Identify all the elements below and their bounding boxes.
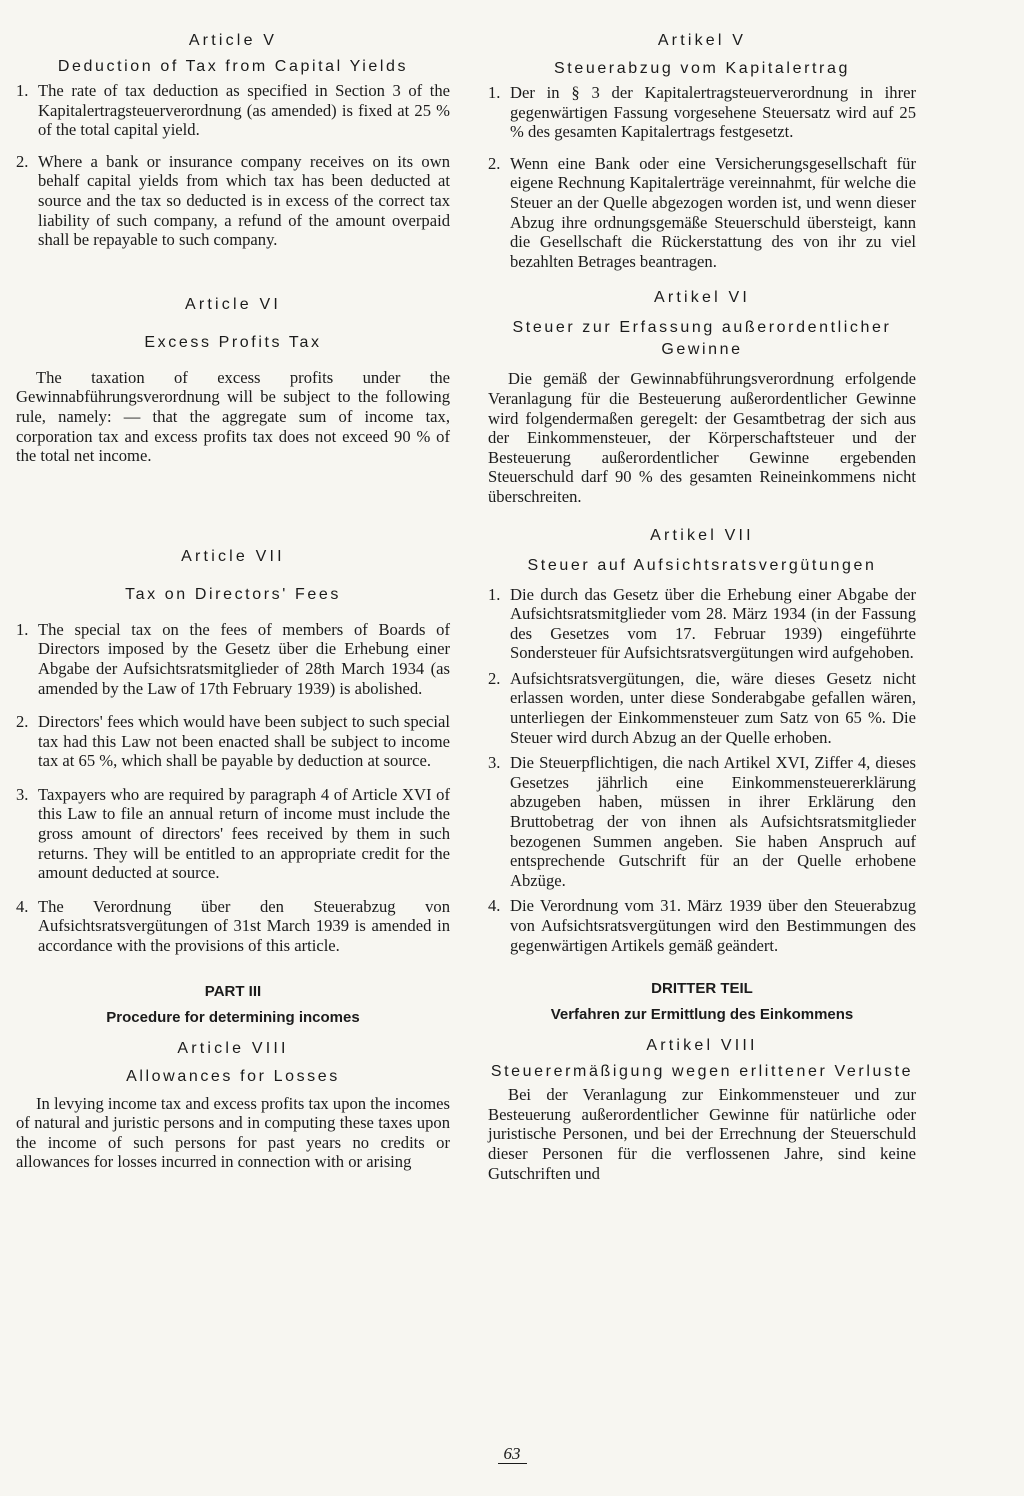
page-number: 63 xyxy=(0,1444,1024,1464)
list-item: 1. Der in § 3 der Kapitalertragsteuerverordnung in ihrer gegenwärtigen Fassung vorgesehene Steuersatz wird auf 25 % des gesamten Kapitalertrags festgesetzt. xyxy=(488,83,916,142)
list-item: 1. The rate of tax deduction as specified in Section 3 of the Kapitalertragsteuerverordnung (as amended) is fixed at 25 % of the total capital yield. xyxy=(16,81,450,140)
list-item: 4. The Verordnung über den Steuerabzug von Aufsichtsratsvergütungen of 31st March 1939 is amended in accordance with the provisions of this article. xyxy=(16,896,450,956)
article-v-heading: Deduction of Tax from Capital Yields xyxy=(57,58,409,75)
list-item: 2. Where a bank or insurance company receives on its own behalf capital yields from which tax has been deducted at source and the tax so deducted is in excess of the correct tax liability of such company, a refund of the amount overpaid shall be repayable to such company. xyxy=(16,151,450,250)
article-viii-title: Article VIII xyxy=(177,1039,289,1057)
list-item: 2. Aufsichtsratsvergütungen, die, wäre dieses Gesetz nicht erlassen worden, unter diese Sonderabgabe gefallen wären, unterliegen der Einkommensteuer zum Satz von 65 %. Die Steuer wird durch Abzug an der Quelle erhoben. xyxy=(488,668,916,747)
artikel-vii-heading: Steuer auf Aufsichtsratsvergütungen xyxy=(527,556,877,574)
list-item: 1. The special tax on the fees of members of Boards of Directors imposed by the Gesetz über die Erhebung einer Abgabe der Aufsichtsratsmitglieder of 28th March 1934 (as amended by the Law of 17th February 1939) is abolished. xyxy=(16,619,450,698)
artikel-v-heading: Steuerabzug vom Kapitalertrag xyxy=(554,60,850,77)
article-vi-title: Article VI xyxy=(184,295,281,313)
artikel-v-title: Artikel V xyxy=(657,32,747,49)
article-v-title: Article V xyxy=(188,32,278,49)
list-item: 2. Directors' fees which would have been subject to such special tax had this Law not been enacted shall be subject to income tax at 65 %, which shall be payable by deduction at source. xyxy=(16,712,450,771)
artikel-viii-text: Bei der Veranlagung zur Einkommensteuer und zur Besteuerung außerordentlicher Gewinne für natürliche oder juristische Personen, und bei der Errechnung der Steuerschuld dieser Personen für die verflossenen Jahre, sind keine Gutschriften und xyxy=(488,1085,916,1183)
artikel-viii-heading: Steuerermäßigung wegen erlittener Verluste xyxy=(490,1063,914,1081)
artikel-vi-text: Die gemäß der Gewinnabführungsverordnung erfolgende Veranlagung für die Besteuerung außerordentlicher Gewinne wird folgendermaßen geregelt: der Gesamtbetrag der sich aus der Einkommensteuer, der Körperschaftsteuer und der Besteuerung außerordentlicher Gewinne ergebenden Steuerschuld darf 90 % des gesamten Reineinkommens nicht überschreiten. xyxy=(488,369,916,506)
dritter-teil-heading: Verfahren zur Ermittlung des Einkommens xyxy=(550,1006,854,1024)
part-iii-title: PART III xyxy=(204,982,262,1000)
article-vii-heading: Tax on Directors' Fees xyxy=(125,585,341,603)
artikel-vi-heading: Steuer zur Erfassung außerordentlicher Gewinne xyxy=(512,319,892,359)
part-iii-heading: Procedure for determining incomes xyxy=(106,1008,360,1026)
list-item: 3. Taxpayers who are required by paragraph 4 of Article XVI of this Law to file an annual return of income must include the gross amount of directors' fees received by them in such returns. They will be entitled to an appropriate credit for the amount deducted at source. xyxy=(16,784,450,883)
list-item: 3. Die Steuerpflichtigen, die nach Artikel XVI, Ziffer 4, dieses Gesetzes jährlich eine Einkommensteuererklärung abzugeben haben, müssen in ihrer Erklärung den Bruttobetrag der von ihnen als Aufsichtsratsmitglieder bezogenen Summen angeben. Sie haben Anspruch auf entsprechende Gutschrift für an der Quelle erhobene Abzüge. xyxy=(488,753,916,890)
english-column xyxy=(16,30,450,1172)
dritter-teil-title: DRITTER TEIL xyxy=(651,980,753,998)
article-vii-title: Article VII xyxy=(181,547,285,565)
article-vi-text: The taxation of excess profits under the Gewinnabführungsverordnung will be subject to the following rule, namely: — that the aggregate sum of income tax, corporation tax and excess profits tax does not exceed 90 % of the total net income. xyxy=(16,367,450,466)
article-viii-text: In levying income tax and excess profits tax upon the incomes of natural and juristic persons and in computing these taxes upon the income of such persons for past years no credits or allowances for losses incurred in connection with or arising xyxy=(16,1093,450,1172)
list-item: 4. Die Verordnung vom 31. März 1939 über den Steuerabzug von Aufsichtsratsvergütungen wird den Bestimmungen des gegenwärtigen Artikels gemäß geändert. xyxy=(488,896,916,955)
article-viii-heading: Allowances for Losses xyxy=(126,1067,340,1085)
artikel-vii-title: Artikel VII xyxy=(650,526,754,544)
article-vi-heading: Excess Profits Tax xyxy=(144,333,322,351)
german-column xyxy=(488,30,916,1183)
artikel-viii-title: Artikel VIII xyxy=(646,1037,758,1055)
artikel-vi-title: Artikel VI xyxy=(653,289,750,307)
list-item: 2. Wenn eine Bank oder eine Versicherungsgesellschaft für eigene Rechnung Kapitalerträge vereinnahmt, für welche die Steuer an der Quelle abgezogen worden ist, und wenn dieser Abzug ihre ordnungsgemäße Steuerschuld übersteigt, kann die Gesellschaft die Rückerstattung des von ihr zu viel bezahlten Betrages beantragen. xyxy=(488,153,916,271)
list-item: 1. Die durch das Gesetz über die Erhebung einer Abgabe der Aufsichtsratsmitglieder vom 28. März 1934 (in der Fassung des Gesetzes vom 17. Februar 1939) eingeführte Sondersteuer für Aufsichtsratsvergütungen wird aufgehoben. xyxy=(488,584,916,663)
